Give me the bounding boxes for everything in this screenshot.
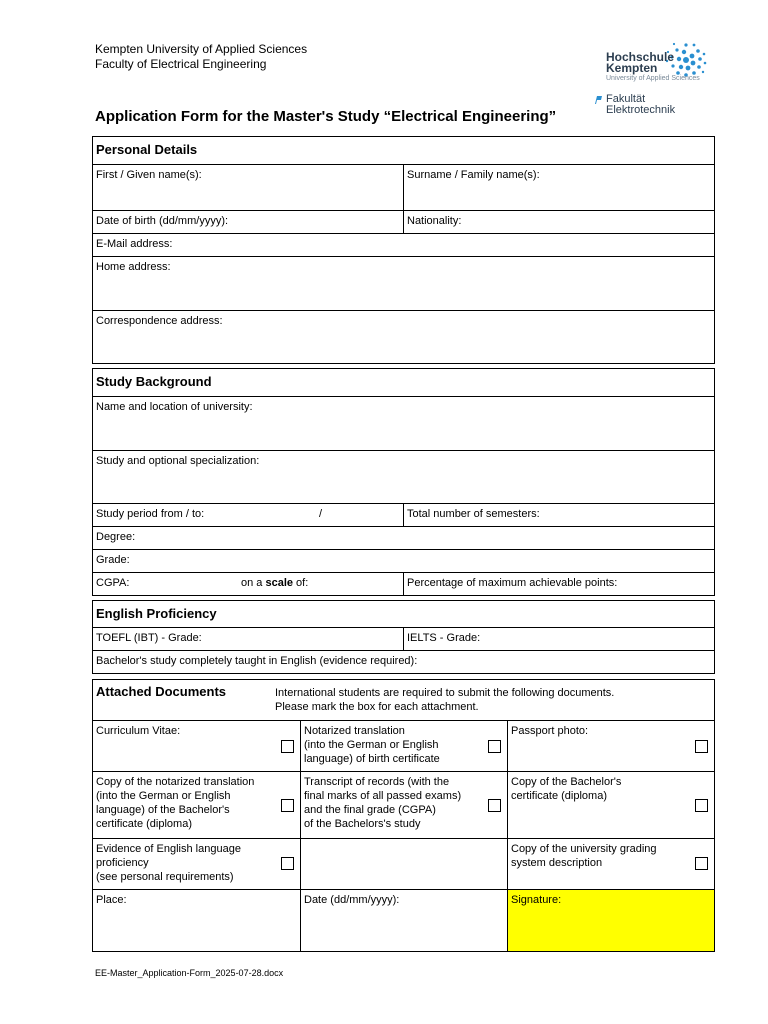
attachment-instructions: International students are required to submit the following documents. Please mark the box for each attachment. — [275, 687, 615, 713]
english-proficiency-table — [92, 600, 715, 674]
university-logo — [600, 38, 712, 122]
bachelor-translation-checkbox[interactable] — [281, 799, 294, 812]
empty-attachment-cell — [300, 839, 507, 889]
cv-attachment: Curriculum Vitae: — [93, 721, 300, 771]
faculty-logo-text: Fakultät Elektrotechnik — [606, 93, 676, 116]
document-filename: EE-Master_Application-Form_2025-07-28.docx — [95, 968, 284, 978]
personal-details-table — [92, 136, 715, 364]
cgpa-label: CGPA: — [96, 577, 130, 589]
surname-field[interactable]: Surname / Family name(s): — [403, 165, 714, 210]
email-field[interactable]: E-Mail address: — [96, 238, 173, 250]
logo-wordmark: Hochschule Kempten — [606, 50, 675, 75]
nationality-field[interactable]: Nationality: — [403, 211, 714, 233]
passport-photo-attachment: Passport photo: — [507, 721, 714, 771]
passport-photo-checkbox[interactable] — [695, 740, 708, 753]
faculty-name: Faculty of Electrical Engineering — [95, 57, 267, 71]
study-background-table — [92, 368, 715, 596]
section-heading: Study Background — [96, 374, 212, 389]
specialization-field[interactable]: Study and optional specialization: — [96, 455, 260, 467]
first-name-field[interactable]: First / Given name(s): — [96, 169, 202, 181]
home-address-field[interactable]: Home address: — [96, 261, 171, 273]
birth-certificate-attachment: Notarized translation (into the German or English language) of birth certificate — [300, 721, 507, 771]
signature-field[interactable]: Signature: — [507, 890, 714, 951]
degree-field[interactable]: Degree: — [96, 531, 136, 543]
bachelor-translation-attachment: Copy of the notarized translation (into the German or English language) of the Bachelor's certificate (diploma) — [93, 772, 300, 838]
ielts-field[interactable]: IELTS - Grade: — [403, 628, 714, 650]
grading-system-checkbox[interactable] — [695, 857, 708, 870]
section-heading: English Proficiency — [96, 606, 217, 621]
university-name: Kempten University of Applied Sciences — [95, 42, 308, 56]
cgpa-field[interactable] — [93, 573, 403, 595]
attached-documents-table — [92, 679, 715, 952]
logo-subline: University of Applied Sciences — [606, 75, 700, 82]
transcript-checkbox[interactable] — [488, 799, 501, 812]
grading-system-attachment: Copy of the university grading system description — [507, 839, 714, 889]
bachelor-certificate-checkbox[interactable] — [695, 799, 708, 812]
form-title: Application Form for the Master's Study “Electrical Engineering” — [95, 108, 557, 125]
transcript-attachment: Transcript of records (with the final marks of all passed exams) and the final grade (CGPA) of the Bachelors's study — [300, 772, 507, 838]
cv-checkbox[interactable] — [281, 740, 294, 753]
bachelor-english-field[interactable]: Bachelor's study completely taught in English (evidence required): — [96, 655, 418, 667]
english-evidence-attachment: Evidence of English language proficiency (see personal requirements) — [93, 839, 300, 889]
birth-certificate-checkbox[interactable] — [488, 740, 501, 753]
faculty-flag-icon — [594, 95, 602, 104]
place-field[interactable]: Place: — [96, 894, 127, 906]
scale-label: on a scale of: — [241, 577, 309, 589]
semesters-field[interactable]: Total number of semesters: — [403, 504, 714, 526]
section-heading: Personal Details — [96, 142, 198, 157]
english-evidence-checkbox[interactable] — [281, 857, 294, 870]
university-field[interactable]: Name and location of university: — [96, 401, 253, 413]
study-period-label: Study period from / to: — [96, 508, 205, 520]
date-of-birth-field[interactable]: Date of birth (dd/mm/yyyy): — [96, 215, 229, 227]
study-period-field[interactable] — [93, 504, 403, 526]
bachelor-certificate-attachment: Copy of the Bachelor's certificate (diploma) — [507, 772, 714, 838]
section-heading: Attached Documents — [96, 684, 227, 699]
institution-header — [95, 42, 307, 72]
study-period-separator: / — [319, 508, 323, 520]
toefl-field[interactable]: TOEFL (IBT) - Grade: — [96, 632, 202, 644]
date-field[interactable]: Date (dd/mm/yyyy): — [300, 890, 507, 951]
grade-field[interactable]: Grade: — [96, 554, 130, 566]
percentage-field[interactable]: Percentage of maximum achievable points: — [403, 573, 714, 595]
correspondence-address-field[interactable]: Correspondence address: — [96, 315, 223, 327]
